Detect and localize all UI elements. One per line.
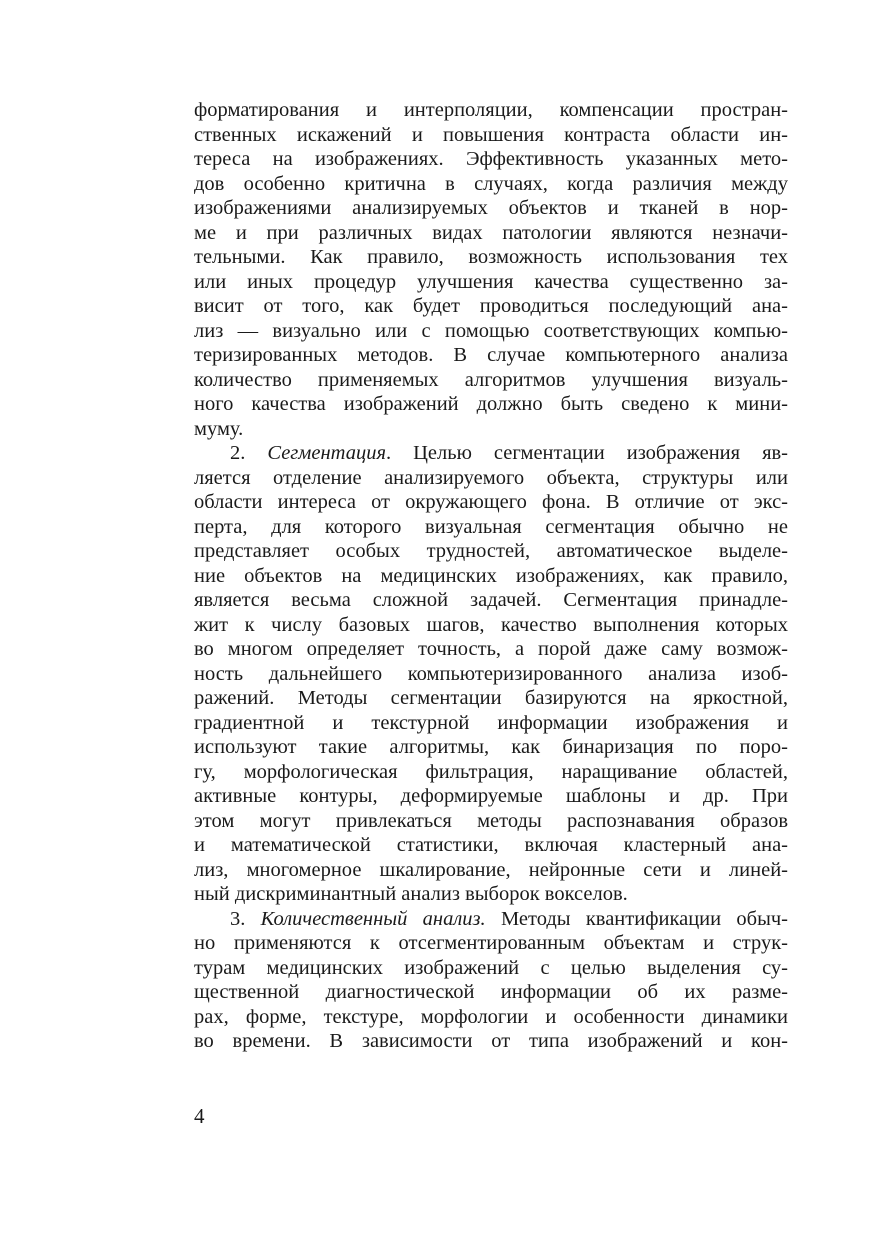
paragraph-1 (194, 98, 788, 441)
text-line: количество применяемых алгоритмов улучшения визуаль- (194, 368, 788, 391)
body-text (194, 98, 788, 1054)
list-number: 2. (230, 442, 268, 464)
text-line: но применяются к отсегментированным объектам и струк- (194, 932, 788, 954)
text-line (194, 441, 788, 466)
text-line: жит к числу базовых шагов, качество выполнения которых (194, 613, 788, 636)
text-line: ность дальнейшего компьютеризированного анализа изоб- (194, 662, 788, 685)
text-line: градиентной и текстурной информации изображения и (194, 711, 788, 734)
text-line: активные контуры, деформируемые шаблоны и др. При (194, 785, 788, 807)
text-line: дов особенно критична в случаях, когда различия между (194, 172, 788, 195)
text-line: рах, форме, текстуре, морфологии и особенности динамики (194, 1005, 788, 1028)
list-number: 3. (230, 907, 261, 930)
text-line: является весьма сложной задачей. Сегментация принадле- (194, 589, 788, 611)
text-line: перта, для которого визуальная сегментация обычно не (194, 515, 788, 538)
text-line: или иных процедур улучшения качества существенно за- (194, 270, 788, 293)
text-line: используют такие алгоритмы, как бинаризация по поро- (194, 736, 788, 758)
section-term: Сегментация (267, 442, 386, 464)
text-line: ный дискриминантный анализ выборок вокселов. (194, 883, 628, 905)
text-line: тельными. Как правило, возможность использования тех (194, 246, 788, 268)
text-line: лиз, многомерное шкалирование, нейронные сети и линей- (194, 858, 788, 881)
text-line: форматирования и интерполяции, компенсации простран- (194, 99, 788, 121)
section-term: Количественный анализ. (260, 907, 486, 930)
text-line: во многом определяет точность, а порой даже саму возмож- (194, 638, 788, 660)
text-line: ственных искажений и повышения контраста области ин- (194, 123, 788, 146)
text-line: ражений. Методы сегментации базируются на яркостной, (194, 687, 788, 709)
page-number: 4 (194, 1104, 205, 1128)
paragraph-3-quantitative-analysis (194, 907, 788, 1054)
text-line: этом могут привлекаться методы распознавания образов (194, 809, 788, 832)
text-line: турам медицинских изображений с целью выделения су- (194, 956, 788, 979)
text-line-rest: . Целью сегментации изображения яв- (385, 442, 789, 464)
text-line: представляет особых трудностей, автоматическое выделе- (194, 540, 788, 562)
text-line: ние объектов на медицинских изображениях, как правило, (194, 564, 788, 587)
text-line: висит от того, как будет проводиться последующий ана- (194, 295, 788, 317)
text-line: гу, морфологическая фильтрация, наращивание областей, (194, 760, 788, 783)
text-line: лиз — визуально или с помощью соответствующих компью- (194, 319, 788, 342)
text-line-rest: Методы квантификации обыч- (485, 907, 788, 930)
text-line: области интереса от окружающего фона. В отличие от экс- (194, 491, 788, 513)
text-line: теризированных методов. В случае компьютерного анализа (194, 344, 788, 366)
text-line: тереса на изображениях. Эффективность указанных мето- (194, 148, 788, 170)
text-line: щественной диагностической информации об их разме- (194, 981, 788, 1003)
text-line: ляется отделение анализируемого объекта, структуры или (194, 466, 788, 489)
text-line: ме и при различных видах патологии являются незначи- (194, 221, 788, 244)
text-line: ного качества изображений должно быть сведено к мини- (194, 393, 788, 415)
text-line: муму. (194, 417, 244, 440)
text-line: и математической статистики, включая кластерный ана- (194, 834, 788, 856)
text-line: изображениями анализируемых объектов и тканей в нор- (194, 197, 788, 219)
text-line: во времени. В зависимости от типа изображений и кон- (194, 1030, 788, 1052)
paragraph-2-segmentation (194, 441, 788, 907)
text-line (194, 907, 788, 932)
